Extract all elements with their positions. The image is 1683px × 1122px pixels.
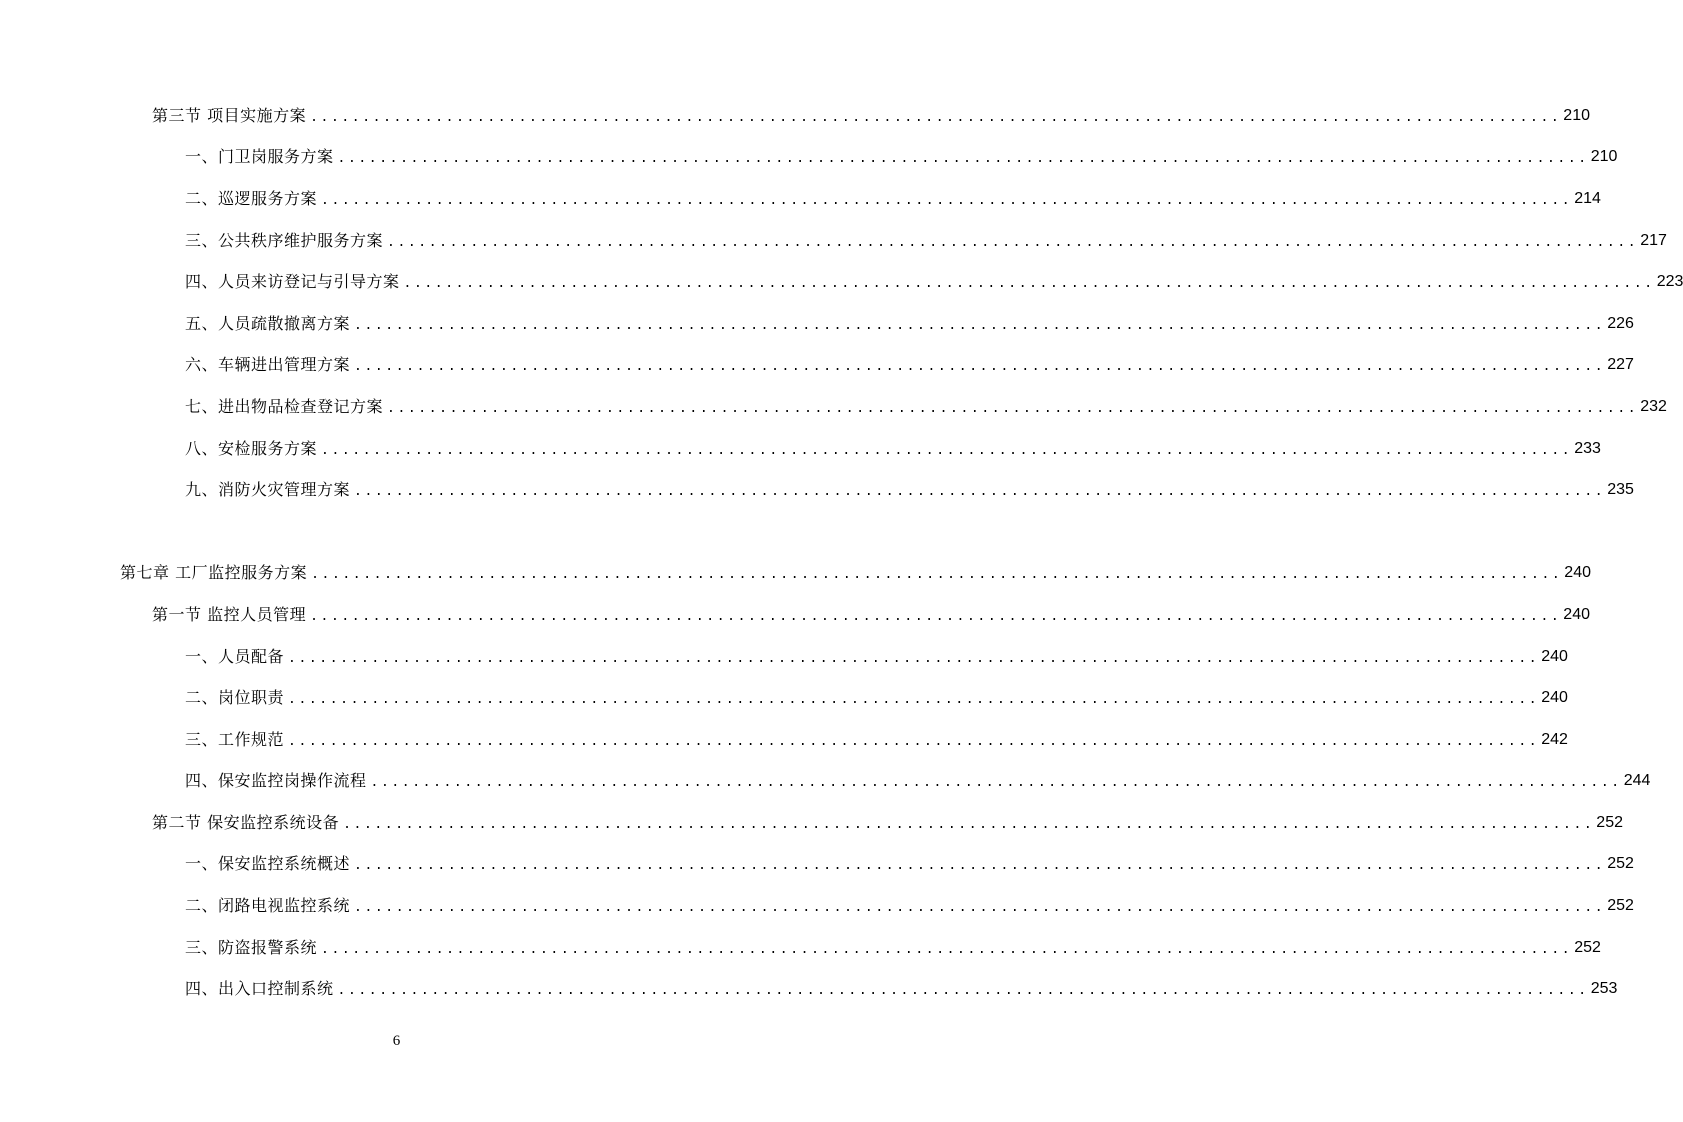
toc-entry-title: 一、保安监控系统概述 [185, 854, 351, 874]
toc-entry-page: 226 [1607, 314, 1634, 332]
toc-entry-title: 一、门卫岗服务方案 [185, 147, 334, 167]
toc-entry-page: 210 [1563, 106, 1590, 124]
dot-leader: ........................................................................................................................ [321, 941, 1573, 957]
dot-leader: ........................................................................................................................ [311, 567, 1563, 583]
toc-entry[interactable] [0, 345, 1634, 387]
dot-leader: ........................................................................................................................ [321, 442, 1573, 458]
toc-entry-title: 三、防盗报警系统 [185, 937, 318, 957]
toc-entry[interactable] [0, 761, 1651, 803]
dot-leader: ........................................................................................................................ [310, 608, 1562, 624]
toc-entry-title: 三、工作规范 [185, 729, 285, 749]
toc-entry-title: 一、人员配备 [185, 646, 285, 666]
toc-entry-page: 223 [1656, 273, 1683, 291]
table-of-contents [0, 95, 1683, 1010]
toc-entry-title: 第一节 监控人员管理 [152, 604, 307, 624]
toc-entry-title: 四、保安监控岗操作流程 [185, 771, 367, 791]
toc-entry-title: 第三节 项目实施方案 [152, 105, 307, 125]
toc-entry-title: 四、出入口控制系统 [185, 979, 334, 999]
dot-leader: ........................................................................................................................ [354, 858, 1606, 874]
dot-leader: ........................................................................................................................ [337, 151, 1589, 167]
dot-leader: ........................................................................................................................ [288, 733, 1540, 749]
toc-entry[interactable] [0, 386, 1667, 428]
toc-entry[interactable] [0, 802, 1623, 844]
toc-entry-page: 235 [1607, 481, 1634, 499]
dot-leader: ........................................................................................................................ [288, 650, 1540, 666]
dot-leader: ........................................................................................................................ [337, 983, 1589, 999]
toc-entry[interactable] [0, 719, 1568, 761]
toc-entry-title: 七、进出物品检查登记方案 [185, 396, 384, 416]
toc-entry-page: 252 [1596, 813, 1623, 831]
toc-group-1 [0, 95, 1683, 511]
toc-entry-page: 252 [1607, 897, 1634, 915]
toc-group-2 [0, 553, 1651, 1011]
toc-entry-title: 二、岗位职责 [185, 688, 285, 708]
dot-leader: ........................................................................................................................ [354, 484, 1606, 500]
toc-entry[interactable] [0, 553, 1591, 595]
toc-entry-title: 二、闭路电视监控系统 [185, 896, 351, 916]
toc-entry-title: 四、人员来访登记与引导方案 [185, 272, 400, 292]
toc-entry-page: 244 [1623, 772, 1651, 790]
toc-entry[interactable] [0, 927, 1601, 969]
section-gap [0, 511, 793, 553]
toc-entry[interactable] [0, 220, 1667, 262]
toc-entry[interactable] [0, 95, 1590, 137]
toc-entry-title: 五、人员疏散撤离方案 [185, 313, 351, 333]
dot-leader: ........................................................................................................................ [387, 400, 1639, 416]
dot-leader: ........................................................................................................................ [403, 276, 1655, 292]
toc-entry-page: 217 [1640, 231, 1667, 249]
toc-entry-page: 240 [1563, 605, 1590, 623]
toc-entry-page: 242 [1541, 730, 1568, 748]
toc-entry[interactable] [0, 303, 1634, 345]
dot-leader: ........................................................................................................................ [310, 109, 1562, 125]
toc-entry[interactable] [0, 428, 1601, 470]
dot-leader: ........................................................................................................................ [354, 900, 1606, 916]
toc-entry-page: 252 [1607, 855, 1634, 873]
toc-entry-page: 233 [1574, 439, 1601, 457]
toc-entry[interactable] [0, 636, 1568, 678]
dot-leader: ........................................................................................................................ [370, 775, 1622, 791]
toc-entry-page: 240 [1564, 564, 1591, 582]
toc-entry-page: 252 [1574, 938, 1601, 956]
dot-leader: ........................................................................................................................ [354, 317, 1606, 333]
toc-entry-page: 210 [1590, 148, 1618, 166]
toc-entry-page: 240 [1541, 647, 1568, 665]
toc-entry[interactable] [0, 844, 1634, 886]
dot-leader: ........................................................................................................................ [288, 692, 1540, 708]
toc-entry-page: 232 [1640, 397, 1667, 415]
page-number: 6 [392, 1033, 401, 1049]
toc-entry-title: 第七章 工厂监控服务方案 [120, 563, 308, 583]
toc-entry-title: 三、公共秩序维护服务方案 [185, 230, 384, 250]
toc-entry-page: 240 [1541, 689, 1568, 707]
toc-entry-title: 八、安检服务方案 [185, 438, 318, 458]
dot-leader: ........................................................................................................................ [321, 192, 1573, 208]
toc-entry-title: 二、巡逻服务方案 [185, 188, 318, 208]
dot-leader: ........................................................................................................................ [354, 359, 1606, 375]
toc-entry[interactable] [0, 137, 1618, 179]
toc-entry-title: 六、车辆进出管理方案 [185, 355, 351, 375]
toc-entry-title: 第二节 保安监控系统设备 [152, 812, 340, 832]
toc-entry[interactable] [0, 261, 1683, 303]
toc-entry-page: 253 [1590, 980, 1618, 998]
toc-entry-page: 214 [1574, 189, 1601, 207]
toc-entry[interactable] [0, 885, 1634, 927]
toc-entry[interactable] [0, 594, 1590, 636]
toc-entry-page: 227 [1607, 356, 1634, 374]
toc-entry[interactable] [0, 968, 1618, 1010]
toc-entry[interactable] [0, 469, 1634, 511]
toc-entry[interactable] [0, 178, 1601, 220]
dot-leader: ........................................................................................................................ [387, 234, 1639, 250]
dot-leader: ........................................................................................................................ [343, 816, 1595, 832]
toc-entry-title: 九、消防火灾管理方案 [185, 480, 351, 500]
toc-entry[interactable] [0, 677, 1568, 719]
